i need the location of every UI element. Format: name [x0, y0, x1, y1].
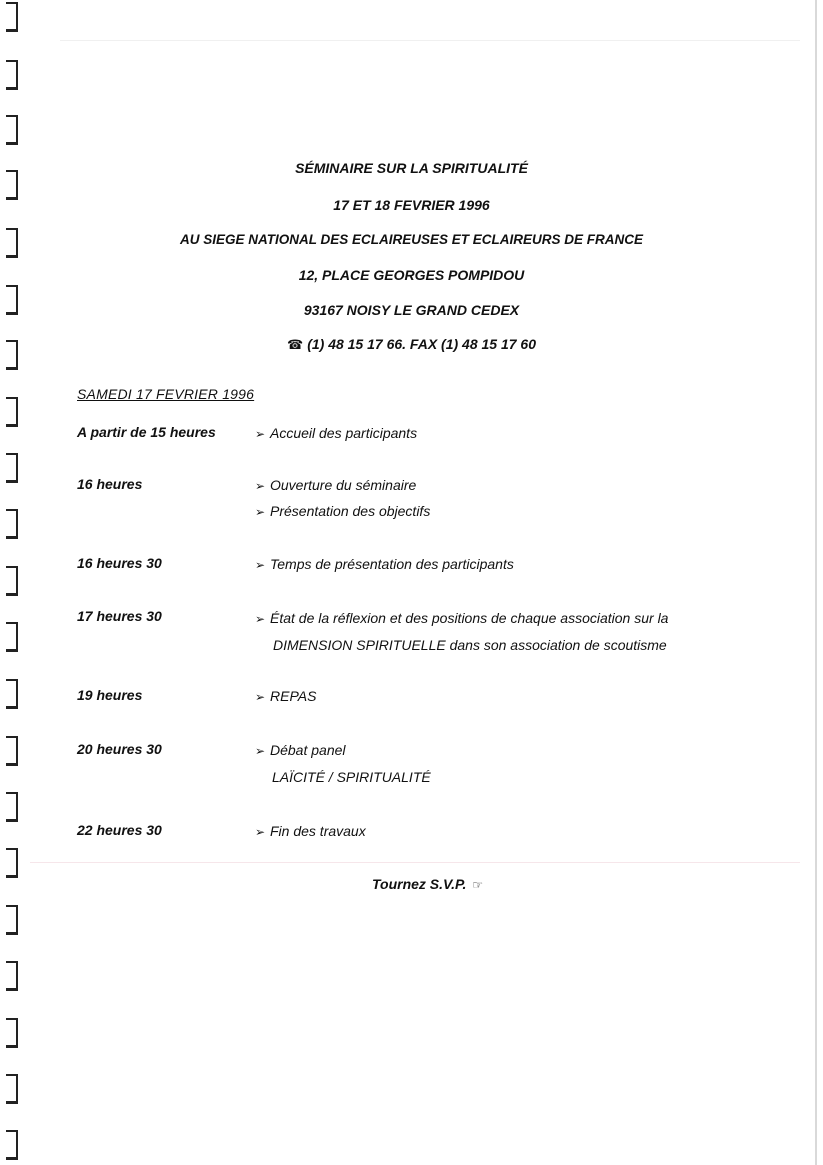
binding-mark [6, 115, 18, 145]
schedule-item: ➢ Temps de présentation des participants [255, 554, 514, 575]
telephone-icon: ☎ [286, 337, 304, 352]
binding-mark [6, 2, 18, 32]
binding-mark [6, 1130, 18, 1160]
seminar-dates: 17 ET 18 FEVRIER 1996 [333, 197, 490, 213]
seminar-city: 93167 NOISY LE GRAND CEDEX [303, 302, 520, 318]
schedule-item: ➢ Ouverture du séminaire [255, 475, 416, 496]
schedule-item-continuation: DIMENSION SPIRITUELLE dans son association de scoutisme [273, 637, 667, 653]
binding-mark [6, 566, 18, 596]
seminar-location: AU SIEGE NATIONAL DES ECLAIREUSES ET ECLAIREURS DE FRANCE [179, 232, 644, 247]
binding-mark [6, 453, 18, 483]
binding-mark [6, 1074, 18, 1104]
binding-mark [6, 60, 18, 90]
binding-mark [6, 679, 18, 709]
schedule-time: 20 heures 30 [77, 741, 162, 757]
arrow-bullet-icon: ➢ [255, 690, 266, 704]
binding-mark [6, 509, 18, 539]
binding-mark [6, 397, 18, 427]
schedule-item-continuation: LAÏCITÉ / SPIRITUALITÉ [272, 769, 431, 785]
binding-mark [6, 622, 18, 652]
schedule-time: 22 heures 30 [77, 822, 162, 838]
schedule-item: ➢ REPAS [255, 686, 316, 707]
arrow-bullet-icon: ➢ [255, 825, 266, 839]
schedule-item: ➢ Présentation des objectifs [255, 501, 430, 522]
schedule-item: ➢ Fin des travaux [255, 821, 366, 842]
schedule-time: 16 heures 30 [77, 555, 162, 571]
arrow-bullet-icon: ➢ [255, 505, 266, 519]
schedule-time: 16 heures [77, 476, 143, 492]
schedule-item: ➢ Accueil des participants [255, 423, 417, 444]
seminar-contact [0, 334, 823, 355]
schedule-time: A partir de 15 heures [77, 424, 216, 440]
binding-mark [6, 736, 18, 766]
binding-mark [6, 905, 18, 935]
schedule-time: 17 heures 30 [77, 608, 162, 624]
binding-mark [6, 961, 18, 991]
binding-mark [6, 1018, 18, 1048]
arrow-bullet-icon: ➢ [255, 479, 266, 493]
day-heading: SAMEDI 17 FEVRIER 1996 [77, 386, 255, 402]
binding-mark [6, 792, 18, 822]
arrow-bullet-icon: ➢ [255, 427, 266, 441]
show-through-line [60, 40, 800, 41]
turn-over-note: Tournez S.V.P. ☞ [372, 876, 484, 892]
schedule-item: ➢ État de la réflexion et des positions de chaque association sur la [255, 608, 668, 629]
seminar-title: SÉMINAIRE SUR LA SPIRITUALITÉ [295, 160, 528, 176]
pointing-hand-icon: ☞ [472, 878, 484, 892]
arrow-bullet-icon: ➢ [255, 744, 266, 758]
schedule-time: 19 heures [77, 687, 143, 703]
binding-mark [6, 848, 18, 878]
seminar-address: 12, PLACE GEORGES POMPIDOU [298, 267, 525, 283]
arrow-bullet-icon: ➢ [255, 558, 266, 572]
show-through-line [30, 862, 800, 863]
schedule-item: ➢ Débat panel [255, 740, 346, 761]
contact-text: (1) 48 15 17 66. FAX (1) 48 15 17 60 [307, 336, 536, 352]
arrow-bullet-icon: ➢ [255, 612, 266, 626]
